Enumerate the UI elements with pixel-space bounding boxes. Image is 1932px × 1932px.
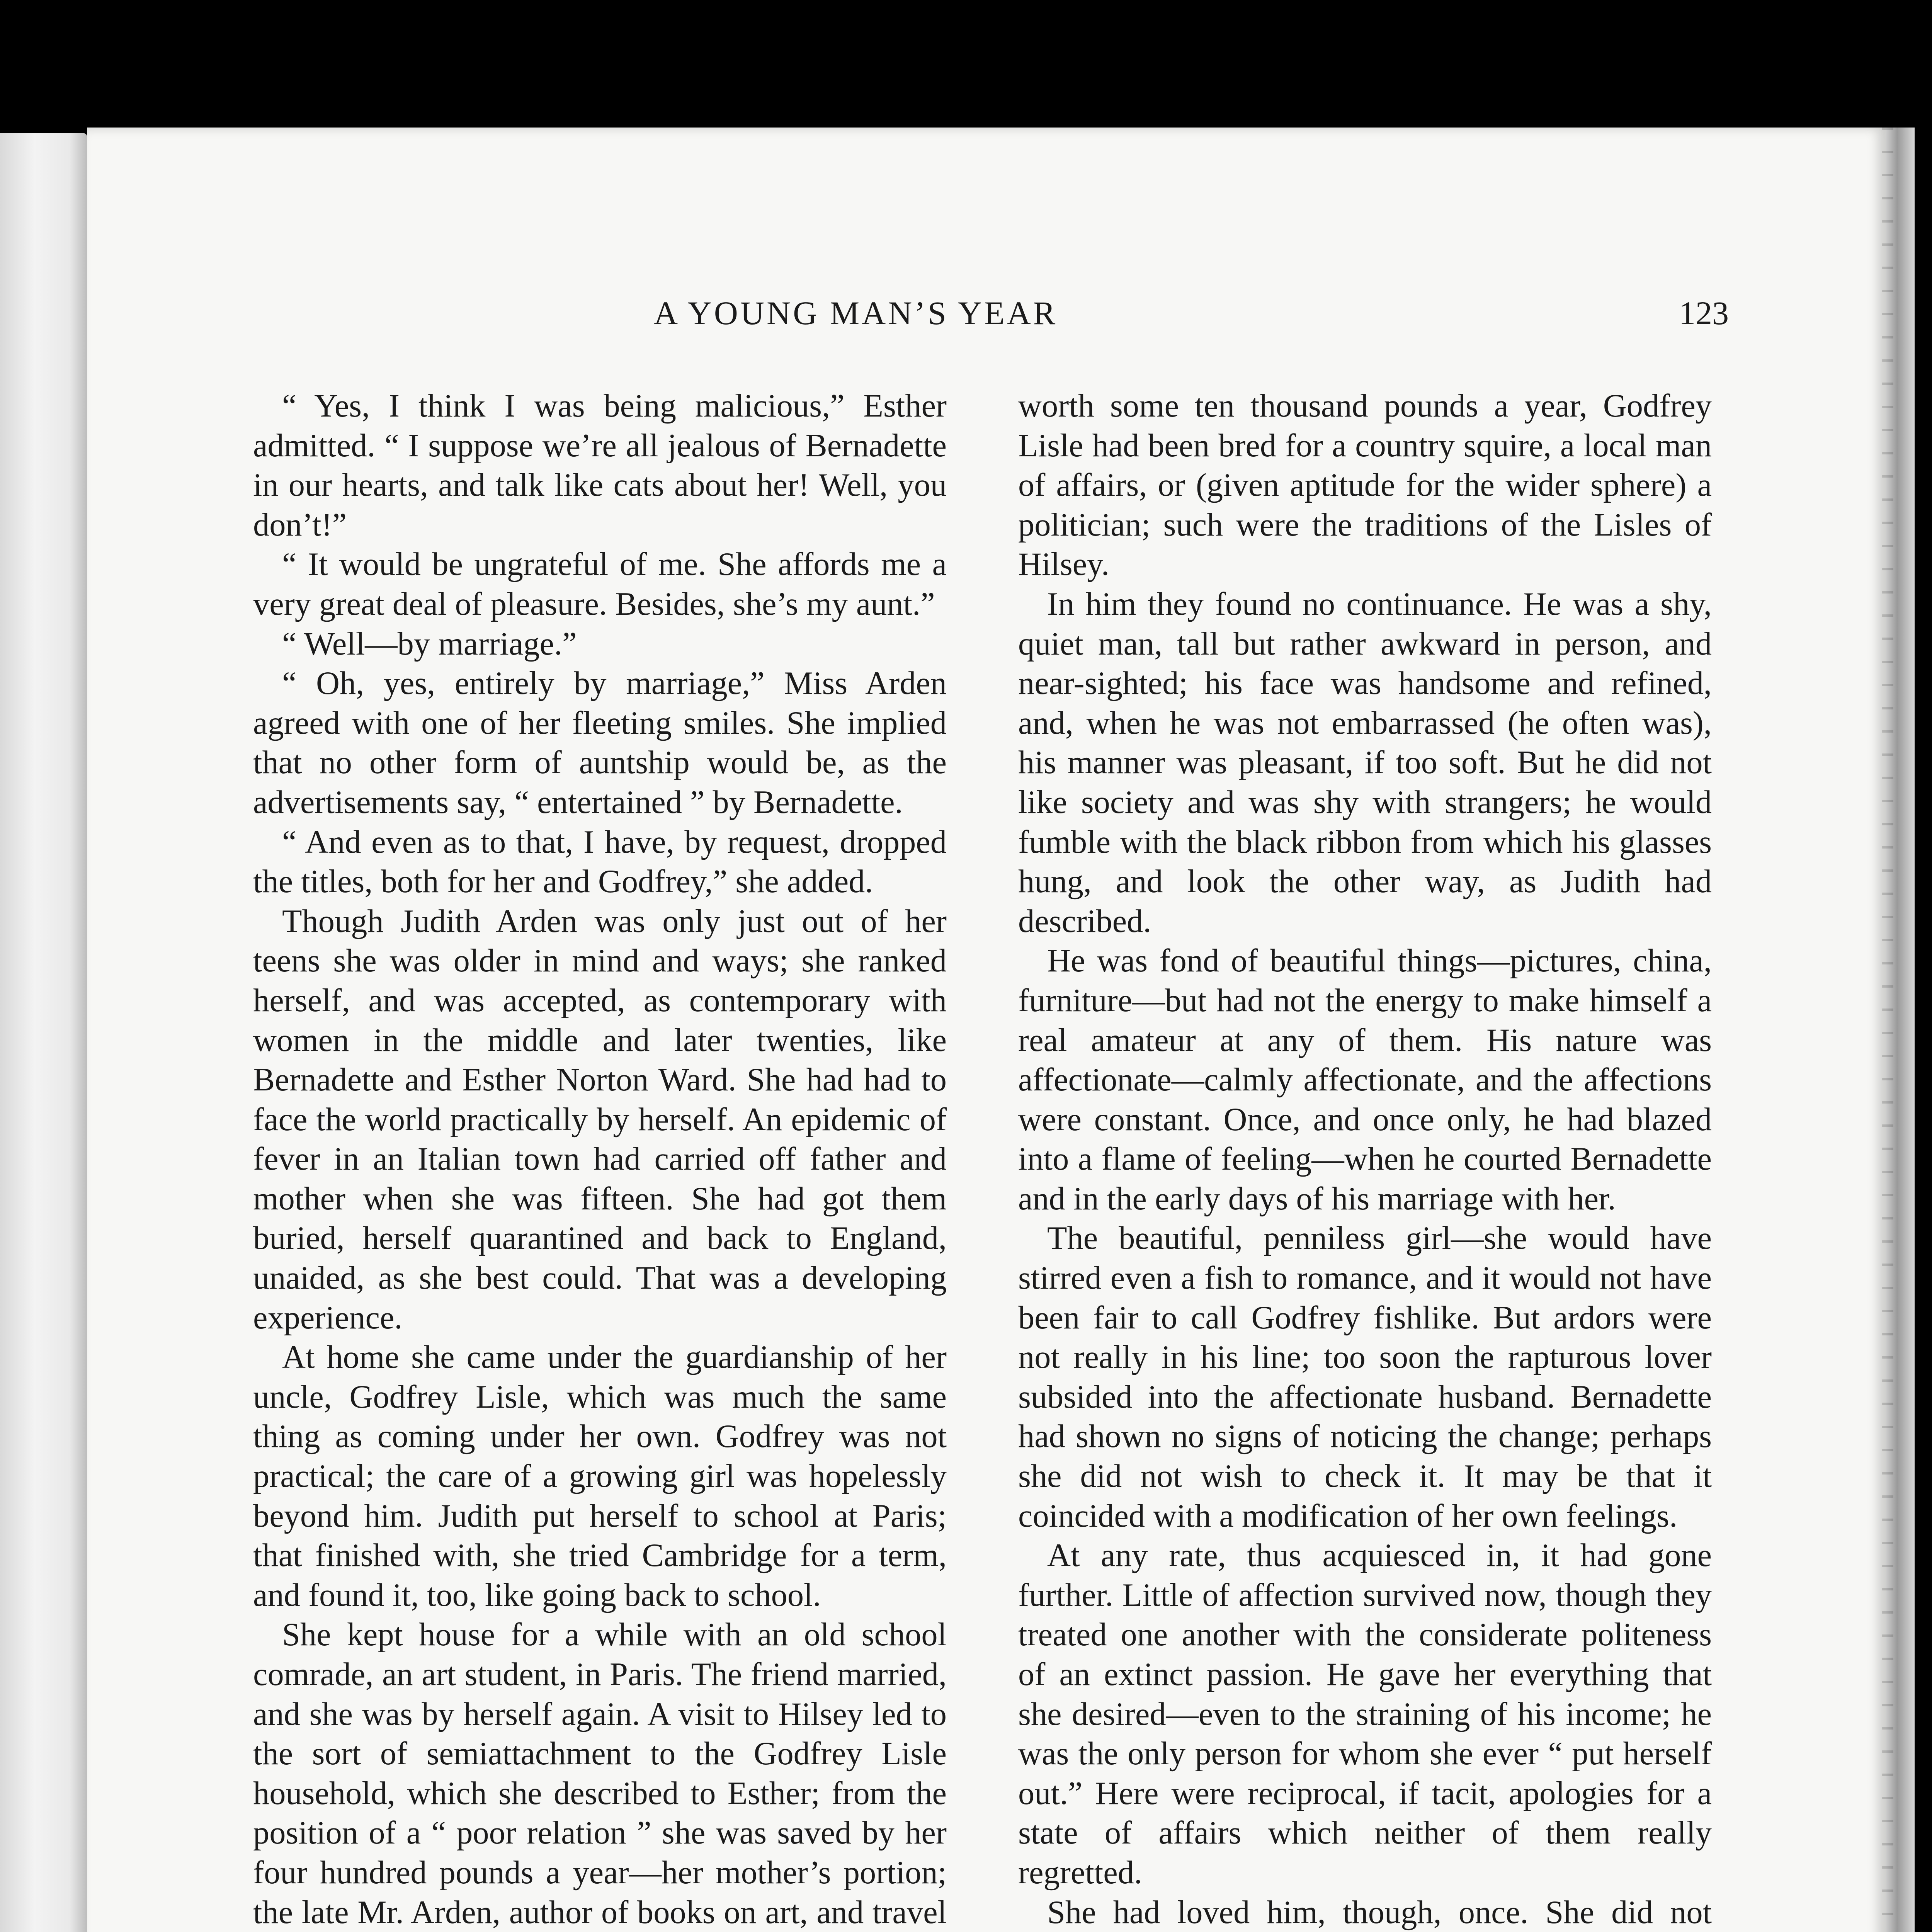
previous-page-edge (0, 133, 87, 1932)
paragraph: “ It would be ungrateful of me. She affords me a very great deal of pleasure. Besides, she’s my aunt.” (253, 546, 947, 622)
paragraph: He was fond of beautiful things—pictures, china, furniture—but had not the energy to make himself a real amateur at any of them. His nature was affectionate—calmly affectionate, and the affections were constant. Once, and once only, he had blazed into a flame of feeling—when he courted Bernadette and in the early days of his marriage with her. (1018, 943, 1712, 1217)
binding-stitch-marks (1882, 128, 1893, 1932)
paragraph: “ Well—by marriage.” (282, 626, 577, 662)
paragraph: The beautiful, penniless girl—she would have stirred even a fish to romance, and it would not have been fair to call Godfrey fishlike. But ardors were not really in his line; too soon the rapturous lover subsided into the affectionate husband. Bernadette had shown no signs of noticing the change; perhaps she did not wish to check it. It may be that it coincided with a modification of her own feelings. (1018, 1220, 1712, 1534)
paragraph: She kept house for a while with an old school comrade, an art student, in Paris. The friend married, and she was by herself again. A visit to Hilsey led to the sort of semiattachment to the Godfrey Lisle household, which she described to Esther; from the position of a “ poor relation ” she was saved by her four hundred pounds a year—her mother’s portion; the late Mr. Arden, author of books on art, and travel (253, 1617, 947, 1930)
paragraph: “ Oh, yes, entirely by marriage,” Miss Arden agreed with one of her fleeting smiles. She implied that no other form of auntship would be, as the advertisements say, “ entertained ” by Bernadette. (253, 665, 947, 820)
paragraph: At home she came under the guardianship of her uncle, Godfrey Lisle, which was much the same thing as coming under her own. Godfrey was not practical; the care of a growing girl was hopelessly beyond him. Judith put herself to school at Paris; that finished with, she tried Cambridge for a term, and found it, too, like going back to school. (253, 1339, 947, 1613)
paragraph: “ And even as to that, I have, by request, dropped the titles, both for her and Godfrey,” she added. (253, 824, 947, 900)
page-header (0, 294, 1932, 340)
paragraph: She had loved him, though, once. She did not (1047, 1894, 1712, 1930)
running-title: A YOUNG MAN’S YEAR (654, 294, 1058, 332)
text-column-right (1018, 386, 1712, 1932)
paragraph: At any rate, thus acquiesced in, it had gone further. Little of affection survived now, though they treated one another with the considerate politeness of an extinct passion. He gave her everything that she desired—even to the straining of his income; he was the only person for whom she ever “ put herself out.” Here were reciprocal, if tacit, apologies for a state of affairs which neither of them really regretted. (1018, 1537, 1712, 1891)
paragraph: worth some ten thousand pounds a year, Godfrey Lisle had been bred for a country squire, a local man of affairs, or (given aptitude for the wider sphere) a politician; such were the traditions of the Lisles of Hilsey. (1018, 388, 1712, 583)
paragraph: Though Judith Arden was only just out of her teens she was older in mind and ways; she ranked herself, and was accepted, as contemporary with women in the middle and later twenties, like Bernadette and Esther Norton Ward. She had had to face the world practically by herself. An epidemic of fever in an Italian town had carried off father and mother when she was fifteen. She had got them buried, herself quarantined and back to England, unaided, as she best could. That was a developing experience. (253, 903, 947, 1336)
page-number: 123 (1679, 294, 1729, 332)
paragraph: In him they found no continuance. He was a shy, quiet man, tall but rather awkward in person, and near-sighted; his face was handsome and refined, and, when he was not embarrassed (he often was), his manner was pleasant, if too soft. But he did not like society and was shy with strangers; he would fumble with the black ribbon from which his glasses hung, and look the other way, as Judith had described. (1018, 586, 1712, 939)
text-column-left (253, 386, 947, 1932)
paragraph: “ Yes, I think I was being malicious,” Esther admitted. “ I suppose we’re all jealous of Bernadette in our hearts, and talk like cats about her! Well, you don’t!” (253, 388, 947, 543)
